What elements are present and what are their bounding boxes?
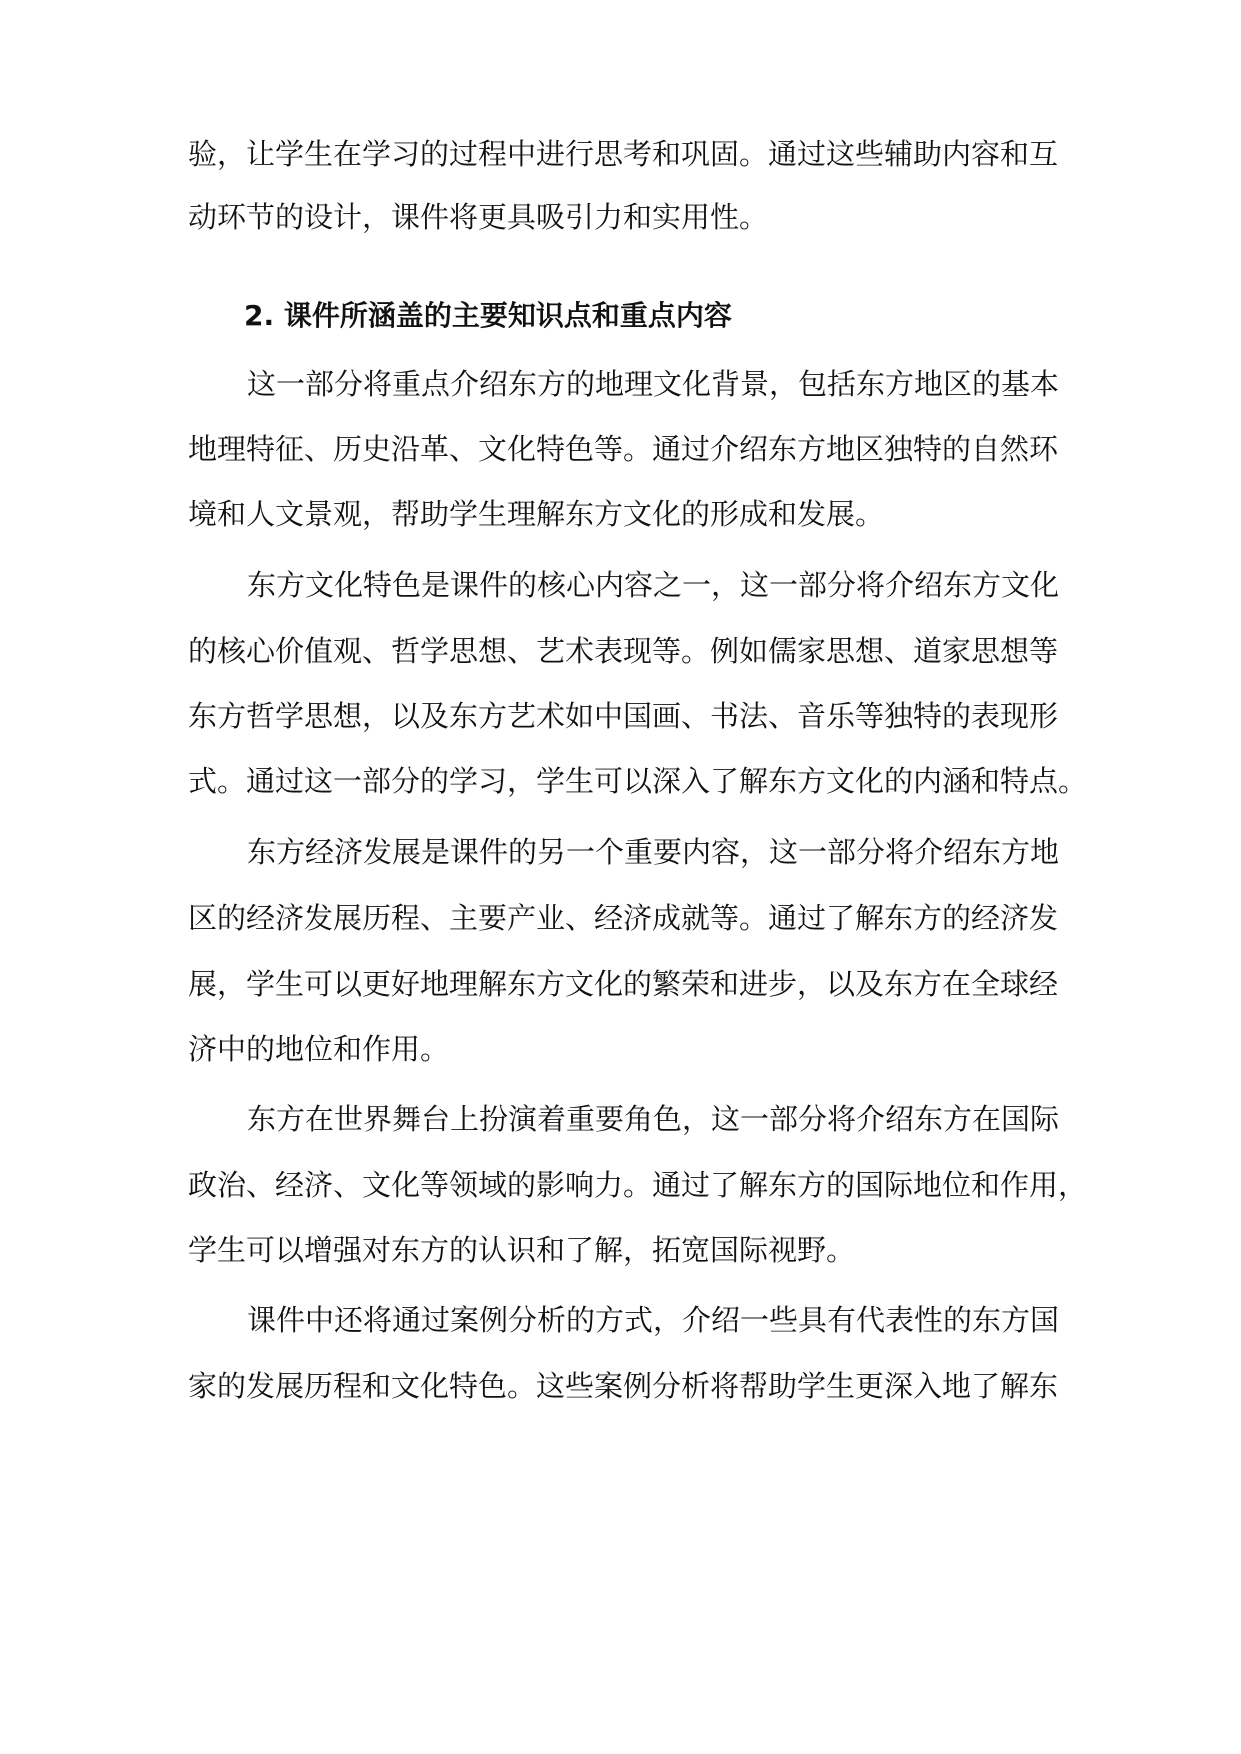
paragraph-economy-line-2: 区的经济发展历程、主要产业、经济成就等。通过了解东方的经济发 bbox=[188, 901, 1059, 935]
section-heading: 2. 课件所涵盖的主要知识点和重点内容 bbox=[244, 299, 732, 332]
paragraph-geography-line-3: 境和人文景观，帮助学生理解东方文化的形成和发展。 bbox=[188, 497, 885, 531]
paragraph-economy-line-4: 济中的地位和作用。 bbox=[188, 1032, 450, 1066]
paragraph-culture-line-1: 东方文化特色是课件的核心内容之一，这一部分将介绍东方文化 bbox=[247, 568, 1060, 602]
paragraph-culture-line-3: 东方哲学思想，以及东方艺术如中国画、书法、音乐等独特的表现形 bbox=[188, 699, 1059, 733]
paragraph-world-stage-line-2: 政治、经济、文化等领域的影响力。通过了解东方的国际地位和作用， bbox=[188, 1168, 1088, 1202]
paragraph-world-stage-line-1: 东方在世界舞台上扮演着重要角色，这一部分将介绍东方在国际 bbox=[247, 1102, 1060, 1136]
paragraph-geography-line-1: 这一部分将重点介绍东方的地理文化背景，包括东方地区的基本 bbox=[247, 367, 1060, 401]
paragraph-economy-line-3: 展，学生可以更好地理解东方文化的繁荣和进步，以及东方在全球经 bbox=[188, 967, 1059, 1001]
paragraph-cases-line-1: 课件中还将通过案例分析的方式，介绍一些具有代表性的东方国 bbox=[247, 1303, 1060, 1337]
paragraph-cases-line-2: 家的发展历程和文化特色。这些案例分析将帮助学生更深入地了解东 bbox=[188, 1369, 1059, 1403]
paragraph-geography-line-2: 地理特征、历史沿革、文化特色等。通过介绍东方地区独特的自然环 bbox=[188, 432, 1059, 466]
paragraph-culture-line-4: 式。通过这一部分的学习，学生可以深入了解东方文化的内涵和特点。 bbox=[188, 764, 1088, 798]
paragraph-culture-line-2: 的核心价值观、哲学思想、艺术表现等。例如儒家思想、道家思想等 bbox=[188, 634, 1059, 668]
paragraph-intro-line-1: 验，让学生在学习的过程中进行思考和巩固。通过这些辅助内容和互 bbox=[188, 137, 1059, 171]
paragraph-world-stage-line-3: 学生可以增强对东方的认识和了解，拓宽国际视野。 bbox=[188, 1233, 856, 1267]
paragraph-economy-line-1: 东方经济发展是课件的另一个重要内容，这一部分将介绍东方地 bbox=[247, 835, 1060, 869]
paragraph-intro-line-2: 动环节的设计，课件将更具吸引力和实用性。 bbox=[188, 200, 769, 234]
